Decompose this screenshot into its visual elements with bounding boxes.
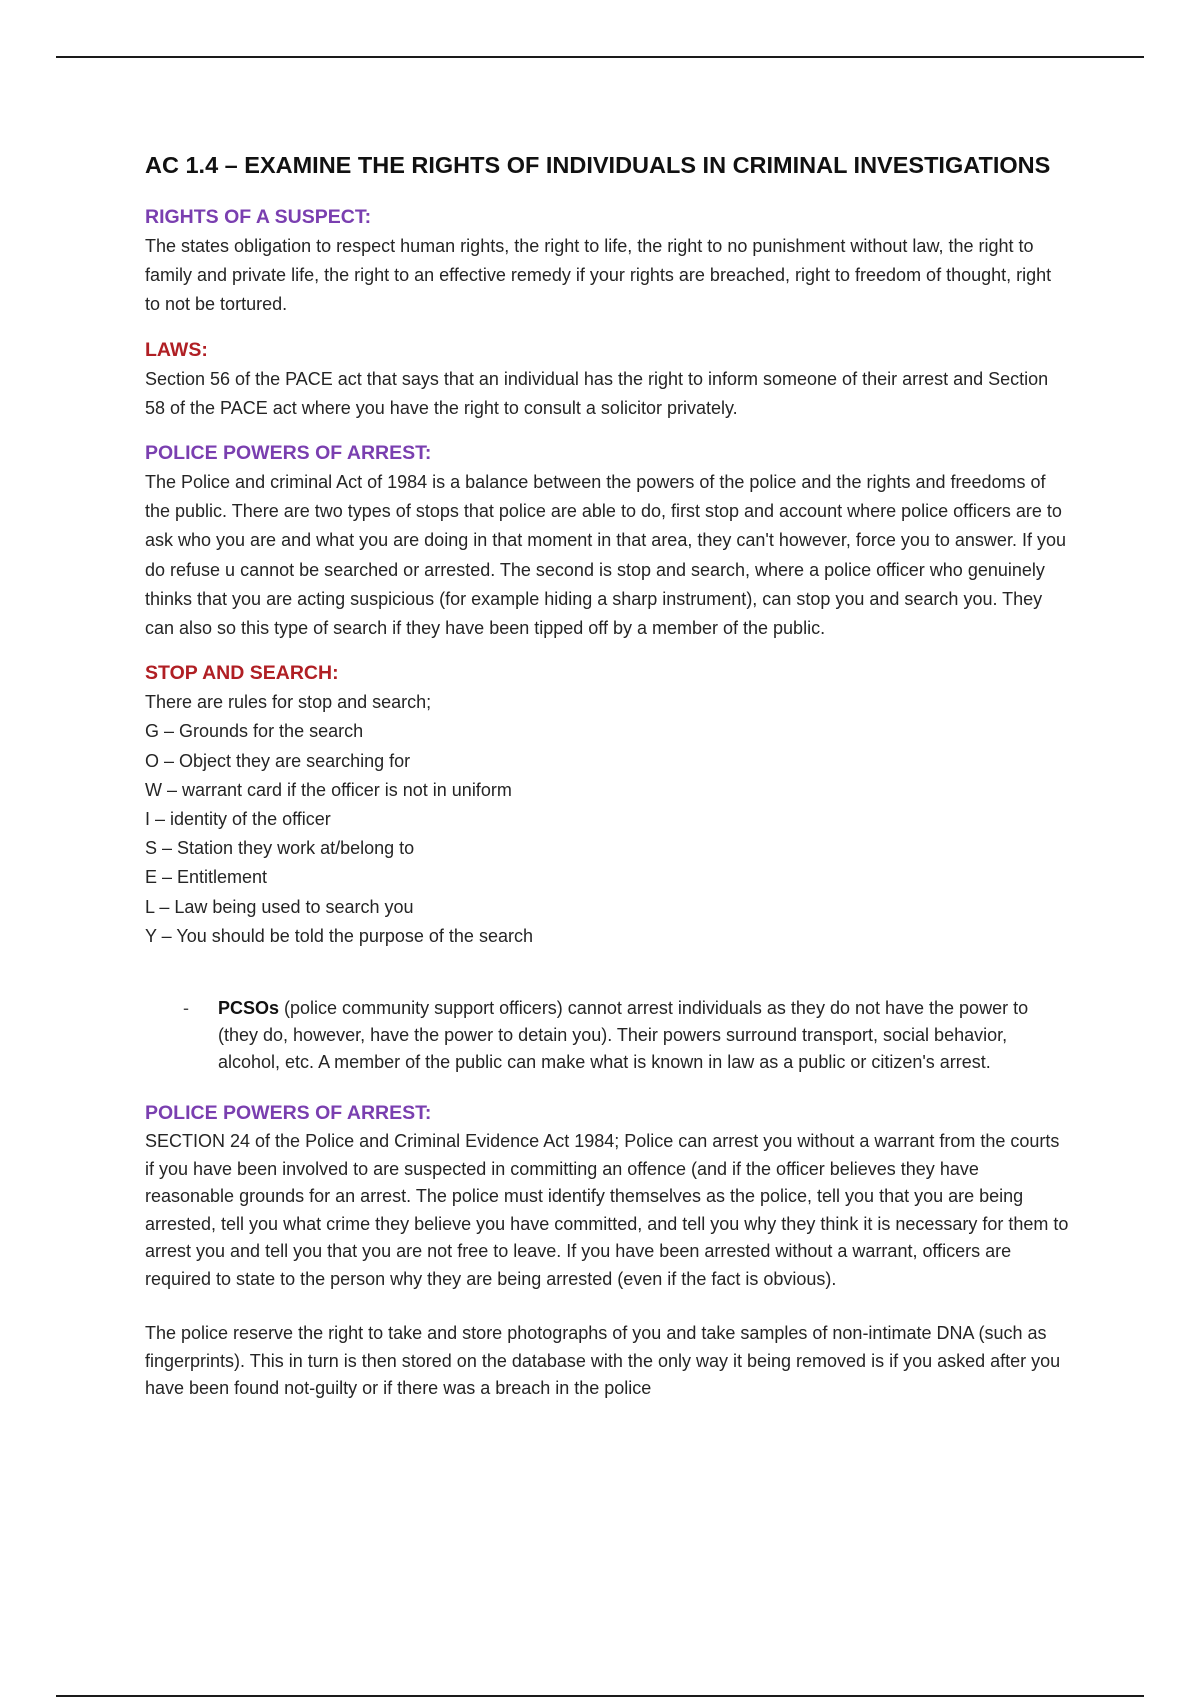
section-paragraph: The police reserve the right to take and store photographs of you and take samples of non-intimate DNA (such as fingerprints). This in turn is then stored on the database with the only way it being removed is if you asked after you have been found not-guilty or if there was a breach in the police [145, 1323, 1061, 1399]
section-paragraph: The states obligation to respect human rights, the right to life, the right to no punishment without law, the right to family and private life, the right to an effective remedy if your rights are breached, right to freedom of thought, right to not be tortured. [145, 236, 1052, 315]
list-item: G – Grounds for the search [145, 721, 364, 742]
section-police-powers-of-arrest-2 [145, 1098, 1070, 1403]
paragraph-spacer [145, 1293, 1070, 1320]
pcso-description: (police community support officers) cannot arrest individuals as they do not have the power to (they do, however, have the power to detain you). Their powers surround transport, social behavior, alcohol, etc. A member of the public can make what is known in law as a public or citizen's arrest. [218, 998, 1029, 1073]
section-heading: RIGHTS OF A SUSPECT: [145, 206, 372, 228]
section-heading: POLICE POWERS OF ARREST: [145, 1102, 432, 1125]
section-paragraph: Section 56 of the PACE act that says that an individual has the right to inform someone of their arrest and Section 58 of the PACE act where you have the right to consult a solicitor privately. [145, 368, 1049, 418]
pcso-bold-term: PCSOs [218, 998, 280, 1019]
header-rule [56, 56, 1144, 58]
list-item: O – Object they are searching for [145, 750, 411, 771]
section-paragraph: The Police and criminal Act of 1984 is a balance between the powers of the police and the rights and freedoms of the public. There are two types of stops that police are able to do, first stop and account where police officers are to ask who you are and what you are doing in that moment in that area, they can't however, force you to answer. If you do refuse u cannot be searched or arrested. The second is stop and search, where a police officer who genuinely thinks that you are acting suspicious (for example hiding a sharp instrument), can stop you and search you. They can also so this type of search if they have been tipped off by a member of the public. [145, 472, 1066, 639]
section-stop-and-search [145, 658, 1070, 951]
list-item: L – Law being used to search you [145, 896, 414, 917]
footer-rule [56, 1695, 1144, 1697]
list-item: Y – You should be told the purpose of the search [145, 925, 533, 946]
section-rights-of-suspect [145, 202, 1070, 320]
list-item: S – Station they work at/belong to [145, 838, 415, 859]
section-paragraph: SECTION 24 of the Police and Criminal Evidence Act 1984; Police can arrest you without a warrant from the courts if you have been involved to are suspected in committing an offence (and if the officer believes they have reasonable grounds for an arrest. The police must identify themselves as the police, tell you that you are being arrested, tell you what crime they believe you have committed, and tell you why they think it is necessary for them to arrest you and tell you that you are not free to leave. If you have been arrested without a warrant, officers are required to state to the person why they are being arrested (even if the fact is obvious). [145, 1131, 1069, 1289]
document-body [145, 146, 1070, 1403]
section-laws [145, 335, 1070, 423]
stop-search-mnemonic-list [145, 717, 1070, 951]
pcso-bullet-text [218, 995, 1070, 1076]
bullet-marker: - [183, 998, 189, 1019]
section-heading: POLICE POWERS OF ARREST: [145, 442, 432, 465]
pcso-bullet [145, 995, 1070, 1076]
page-title: AC 1.4 – EXAMINE THE RIGHTS OF INDIVIDUALS IN CRIMINAL INVESTIGATIONS [145, 152, 1051, 178]
list-item: W – warrant card if the officer is not in uniform [145, 779, 512, 800]
section-heading: STOP AND SEARCH: [145, 662, 339, 685]
list-item: E – Entitlement [145, 867, 268, 888]
section-heading: LAWS: [145, 338, 208, 361]
list-item: I – identity of the officer [145, 809, 331, 830]
stop-search-intro: There are rules for stop and search; [145, 692, 432, 713]
section-police-powers-of-arrest [145, 438, 1070, 643]
